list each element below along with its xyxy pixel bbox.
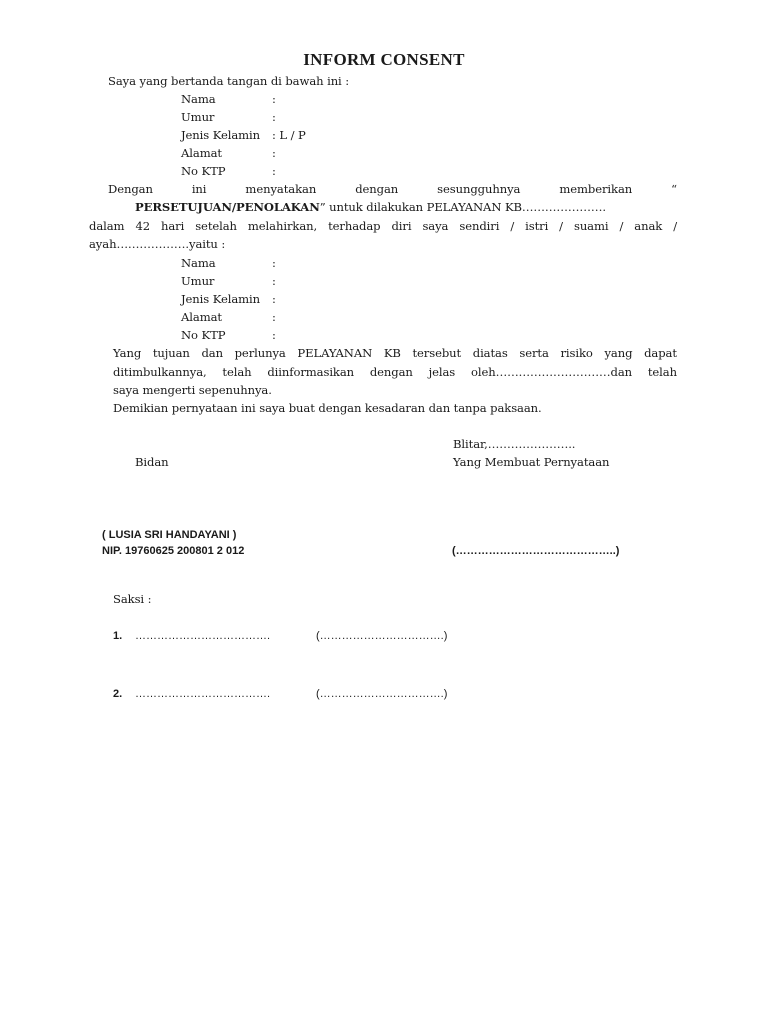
word: / [673,219,677,233]
field-sep: : [272,110,276,124]
word: Dengan [108,182,153,196]
purpose-line-3: saya mengerti sepenuhnya. [113,383,272,397]
word: dan [201,346,223,360]
word: risiko [560,346,593,360]
field-label: Nama [181,92,216,106]
field-label: Umur [181,274,215,288]
statement-line-2 [135,200,606,214]
word: tersebut [412,346,462,360]
word: sendiri [459,219,500,233]
word: jelas [428,365,456,379]
field-sep: : [272,128,276,142]
field-label: No KTP [181,164,226,178]
word: hari [160,219,185,233]
witness-number: 2. [113,688,123,700]
word: memberikan [559,182,633,196]
word: KB [383,346,401,360]
word: Yang [113,346,142,360]
word: menyatakan [245,182,317,196]
closing-statement: Demikian pernyataan ini saya buat dengan kesadaran dan tanpa paksaan. [113,401,542,415]
word: serta [519,346,549,360]
word: sesungguhnya [437,182,521,196]
word: / [619,219,624,233]
word: anak [634,219,663,233]
field-sep: : [272,164,276,178]
word: dengan [369,365,413,379]
word: suami [573,219,609,233]
word: melahirkan, [247,219,318,233]
word: PELAYANAN [297,346,373,360]
word: istri [525,219,549,233]
word: oleh…………………………dan [470,365,633,379]
word: dengan [355,182,399,196]
word: tujuan [152,346,190,360]
field-label: Nama [181,256,216,270]
intro-text: Saya yang bertanda tangan di bawah ini : [108,74,350,88]
left-signer-nip: NIP. 19760625 200801 2 012 [102,545,245,557]
field-label: Alamat [181,310,222,324]
field-row [181,292,276,306]
witness-signature-line: (…………………………….) [316,630,448,642]
word: saya [422,219,449,233]
word: ini [191,182,207,196]
document-title: INFORM CONSENT [303,50,465,69]
field-label: Jenis Kelamin [181,128,261,142]
field-row [181,310,276,324]
word: diinformasikan [267,365,355,379]
witness-label: Saksi : [113,592,152,606]
statement-line-3 [89,219,677,233]
word: dalam [89,219,125,233]
word: dapat [644,346,677,360]
place-date: Blitar,………………….. [453,437,576,451]
field-sep: : [272,292,276,306]
field-value: L / P [279,128,306,142]
field-sep: : [272,328,276,342]
word: diri [391,219,412,233]
word: telah [222,365,252,379]
word: terhadap [328,219,381,233]
witness-name-line: ………………………………. [135,630,271,642]
right-signer-role: Yang Membuat Pernyataan [453,455,610,469]
witness-name-line: ………………………………. [135,688,271,700]
field-label: Alamat [181,146,222,160]
word: yang [604,346,633,360]
word: ditimbulkannya, [113,365,207,379]
field-label: Umur [181,110,215,124]
field-row [181,164,276,178]
left-signer-name [102,529,236,541]
left-signer-role: Bidan [135,455,169,469]
word: setelah [195,219,237,233]
witness-signature-line: (…………………………….) [316,688,448,700]
statement-line-1 [108,182,677,196]
field-sep: : [272,92,276,106]
statement-text: ” untuk dilakukan PELAYANAN KB…………………. [319,200,606,214]
statement-line-4: ayah……………….yaitu : [89,237,226,251]
word: “ [671,182,677,196]
word: / [510,219,515,233]
field-row [181,146,276,160]
field-sep: : [272,146,276,160]
field-row [181,110,276,124]
word: diatas [472,346,508,360]
word: / [559,219,563,233]
field-sep: : [272,310,276,324]
word: perlunya [234,346,286,360]
right-signer-name-line: (……………………………………..) [452,545,620,557]
consent-choice: PERSETUJUAN/PENOLAKAN [135,200,320,214]
left-signer-name-text: ( LUSIA SRI HANDAYANI ) [102,529,237,541]
field-label: No KTP [181,328,226,342]
word: 42 [135,219,150,233]
witness-number: 1. [113,630,123,642]
field-row [181,128,306,142]
purpose-line-1 [113,346,677,360]
word: telah [647,365,677,379]
field-label: Jenis Kelamin [181,292,261,306]
field-row [181,92,276,106]
field-sep: : [272,256,276,270]
field-sep: : [272,274,276,288]
field-row [181,274,276,288]
field-row [181,328,276,342]
purpose-line-2 [113,365,677,379]
field-row [181,256,276,270]
